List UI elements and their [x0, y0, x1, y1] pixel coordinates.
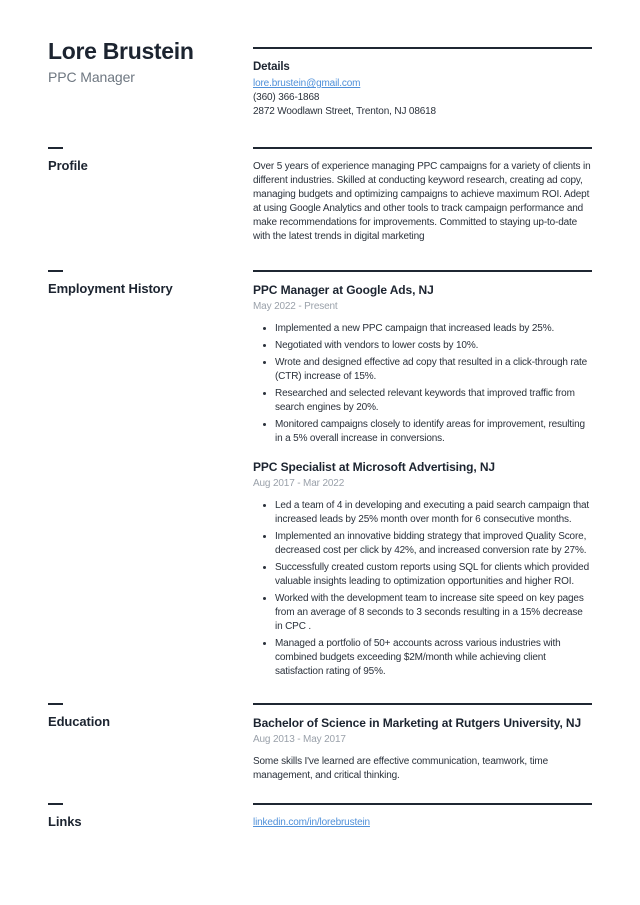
job-dates: Aug 2017 - Mar 2022 — [253, 478, 345, 489]
section-divider — [253, 803, 592, 805]
email-link[interactable]: lore.brustein@gmail.com — [253, 78, 361, 89]
section-divider — [253, 270, 592, 272]
phone-number: (360) 366-1868 — [253, 92, 320, 103]
employment-heading-col — [48, 270, 253, 681]
education-text: Some skills I've learned are effective communication, teamwork, time management, and critical thinking. — [253, 756, 548, 781]
job-bullet: • Negotiated with vendors to lower costs by 10%. — [275, 338, 592, 353]
education-section — [48, 703, 592, 783]
header-left — [48, 38, 253, 119]
education-content — [253, 703, 592, 783]
job-bullet: • Wrote and designed effective ad copy that resulted in a click-through rate (CTR) increase of 15%. — [275, 355, 592, 384]
profile-heading: Profile — [48, 158, 88, 173]
linkedin-link[interactable]: linkedin.com/in/lorebrustein — [253, 817, 370, 828]
job-bullet: • Worked with the development team to increase site speed on key pages from an average of 8 seconds to 3 seconds resulting in a 15% decrease in CPC . — [275, 591, 592, 634]
links-content — [253, 803, 592, 830]
section-dash — [48, 703, 63, 705]
section-dash — [48, 147, 63, 149]
job-bullet: • Implemented an innovative bidding strategy that improved Quality Score, decreased cost per click by 42%, and increased conversion rate by 27%. — [275, 529, 592, 558]
header-section — [48, 38, 592, 119]
links-heading-col — [48, 803, 253, 830]
job-dates: May 2022 - Present — [253, 301, 338, 312]
job-title: PPC Specialist at Microsoft Advertising, NJ — [253, 460, 495, 474]
links-heading: Links — [48, 814, 82, 829]
education-dates: Aug 2013 - May 2017 — [253, 734, 346, 745]
details-heading: Details — [253, 61, 290, 73]
degree-title: Bachelor of Science in Marketing at Rutgers University, NJ — [253, 716, 582, 730]
employment-section — [48, 270, 592, 681]
employment-heading: Employment History — [48, 281, 173, 296]
address: 2872 Woodlawn Street, Trenton, NJ 08618 — [253, 106, 436, 117]
job-bullet: • Monitored campaigns closely to identify areas for improvement, resulting in a 5% overall increase in conversions. — [275, 417, 592, 446]
profile-content — [253, 147, 592, 244]
job-bullet: • Managed a portfolio of 50+ accounts across various industries with combined budgets exceeding $2M/month while achieving client satisfaction rating of 95%. — [275, 636, 592, 679]
section-dash — [48, 803, 63, 805]
section-divider — [253, 147, 592, 149]
section-divider — [253, 703, 592, 705]
header-details — [253, 38, 592, 119]
profile-section — [48, 147, 592, 244]
profile-heading-col — [48, 147, 253, 244]
email-row — [253, 77, 592, 91]
employment-content — [253, 270, 592, 681]
job-entry — [253, 283, 592, 446]
linkedin-row — [253, 816, 592, 830]
job-bullet-list — [253, 498, 592, 679]
job-bullet-list — [253, 321, 592, 446]
job-title: PPC Manager at Google Ads, NJ — [253, 283, 434, 297]
links-section — [48, 803, 592, 830]
candidate-role: PPC Manager — [48, 69, 135, 85]
job-bullet: • Led a team of 4 in developing and executing a paid search campaign that increased leads by 25% month over month for 6 consecutive months. — [275, 498, 592, 527]
job-entry — [253, 460, 592, 679]
education-heading: Education — [48, 714, 110, 729]
section-dash — [48, 270, 63, 272]
job-bullet: • Implemented a new PPC campaign that increased leads by 25%. — [275, 321, 592, 336]
education-heading-col — [48, 703, 253, 783]
job-bullet: • Researched and selected relevant keywords that improved traffic from search engines by 20%. — [275, 386, 592, 415]
job-bullet: • Successfully created custom reports using SQL for clients which provided valuable insights leading to optimization opportunities and higher ROI. — [275, 560, 592, 589]
candidate-name: Lore Brustein — [48, 38, 194, 64]
section-divider — [253, 47, 592, 49]
profile-text: Over 5 years of experience managing PPC campaigns for a variety of clients in different industries. Skilled at conducting keyword research, creating ad copy, managing budgets and optimizing campaigns to achieve maximum ROI. Adept at using Google Analytics and other tools to track campaign performance and make recommendations for improvements. Committed to staying up-to-date with the latest trends in digital marketing — [253, 161, 591, 242]
